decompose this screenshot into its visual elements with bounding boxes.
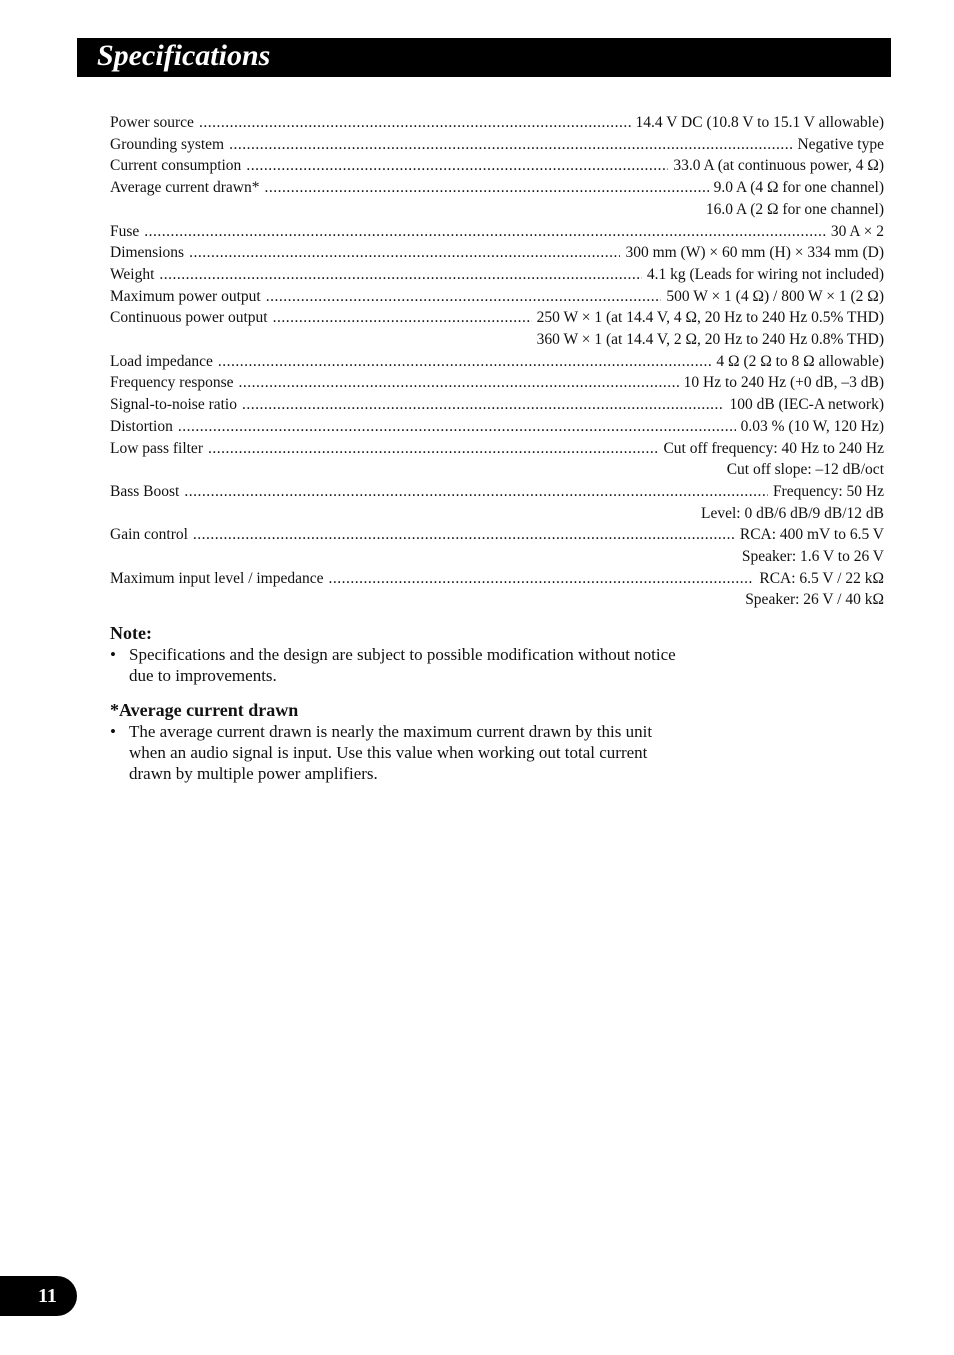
dot-leader [144,221,826,243]
bullet-icon: • [110,645,116,664]
spec-value: 10 Hz to 240 Hz (+0 dB, –3 dB) [683,374,884,392]
dot-leader [208,438,658,460]
spec-value: Cut off frequency: 40 Hz to 240 Hz [663,439,884,457]
spec-row [110,438,884,460]
spec-label: Frequency response [110,374,234,392]
dot-leader [193,524,735,546]
spec-label: Maximum input level / impedance [110,569,324,587]
spec-row [110,481,884,503]
spec-label: Signal-to-noise ratio [110,396,237,414]
spec-label: Average current drawn* [110,179,260,197]
dot-leader [239,372,679,394]
dot-leader [218,351,712,373]
note-heading: Note: [110,623,152,643]
spec-value-continued: 16.0 A (2 Ω for one channel) [705,200,884,218]
dot-leader [329,568,755,590]
note-line: Specifications and the design are subject to possible modification without notice [129,645,676,664]
spec-row [110,264,884,286]
dot-leader [264,177,708,199]
spec-row [110,177,884,199]
dot-leader [246,155,668,177]
spec-value-continued: 360 W × 1 (at 14.4 V, 2 Ω, 20 Hz to 240 Hz 0.8% THD) [536,331,884,349]
spec-label: Grounding system [110,135,225,153]
dot-leader [184,481,768,503]
dot-leader [178,416,736,438]
average-current-line: drawn by multiple power amplifiers. [129,764,378,783]
spec-row [110,394,884,416]
note-section [110,622,750,686]
spec-value-continued: Level: 0 dB/6 dB/9 dB/12 dB [701,504,884,522]
spec-value: 0.03 % (10 W, 120 Hz) [740,417,884,435]
spec-label: Gain control [110,526,188,544]
dot-leader [229,134,792,156]
dot-leader [189,242,620,264]
spec-value: RCA: 400 mV to 6.5 V [739,526,884,544]
page-number-tab [0,1276,77,1316]
spec-value: 300 mm (W) × 60 mm (H) × 334 mm (D) [625,244,884,262]
spec-row [110,134,884,156]
spec-row [110,307,884,329]
spec-value: 4.1 kg (Leads for wiring not included) [646,265,884,283]
spec-row [110,524,884,546]
spec-row [110,155,884,177]
note-bullet [110,644,750,686]
average-current-heading: *Average current drawn [110,700,299,720]
spec-value: 14.4 V DC (10.8 V to 15.1 V allowable) [635,114,884,131]
spec-row [110,416,884,438]
average-current-line: when an audio signal is input. Use this value when working out total current [129,743,648,762]
page-title: Specifications [97,39,271,72]
spec-label: Current consumption [110,157,242,175]
spec-label: Dimensions [110,244,185,262]
spec-value: Frequency: 50 Hz [772,482,884,500]
spec-value: RCA: 6.5 V / 22 kΩ [759,569,884,587]
spec-value: 33.0 A (at continuous power, 4 Ω) [673,157,884,175]
spec-value: 4 Ω (2 Ω to 8 Ω allowable) [716,352,884,370]
spec-row [110,372,884,394]
spec-label: Distortion [110,417,173,435]
dot-leader [199,112,631,134]
bullet-icon: • [110,722,116,741]
spec-value: Negative type [797,135,884,153]
average-current-section [110,699,750,784]
spec-row [110,351,884,373]
spec-label: Load impedance [110,352,213,370]
spec-value-continued: Speaker: 1.6 V to 26 V [741,548,884,566]
spec-row [110,568,884,590]
spec-value: 250 W × 1 (at 14.4 V, 4 Ω, 20 Hz to 240 Hz 0.5% THD) [536,309,884,327]
spec-label: Fuse [110,222,140,240]
spec-value: 9.0 A (4 Ω for one channel) [713,179,884,197]
spec-value: 500 W × 1 (4 Ω) / 800 W × 1 (2 Ω) [666,287,884,305]
header-bar [77,38,891,77]
spec-label: Low pass filter [110,439,203,457]
spec-label: Maximum power output [110,287,261,305]
spec-row [110,286,884,308]
spec-label: Weight [110,265,155,283]
spec-value-continued: Cut off slope: –12 dB/oct [726,461,884,479]
average-current-line: The average current drawn is nearly the maximum current drawn by this unit [129,722,653,741]
dot-leader [266,286,662,308]
dot-leader [159,264,641,286]
note-line: due to improvements. [129,666,277,685]
spec-row [110,242,884,264]
spec-value: 30 A × 2 [830,222,884,240]
dot-leader [242,394,724,416]
spec-label: Continuous power output [110,309,268,327]
spec-value: 100 dB (IEC-A network) [729,396,884,414]
page-number: 11 [38,1285,57,1307]
spec-value-continued: Speaker: 26 V / 40 kΩ [745,591,884,609]
specifications-list [110,112,884,611]
spec-row [110,112,884,134]
spec-row [110,221,884,243]
spec-label: Bass Boost [110,482,180,500]
average-current-bullet [110,721,750,784]
spec-label: Power source [110,114,194,131]
dot-leader [273,307,532,329]
